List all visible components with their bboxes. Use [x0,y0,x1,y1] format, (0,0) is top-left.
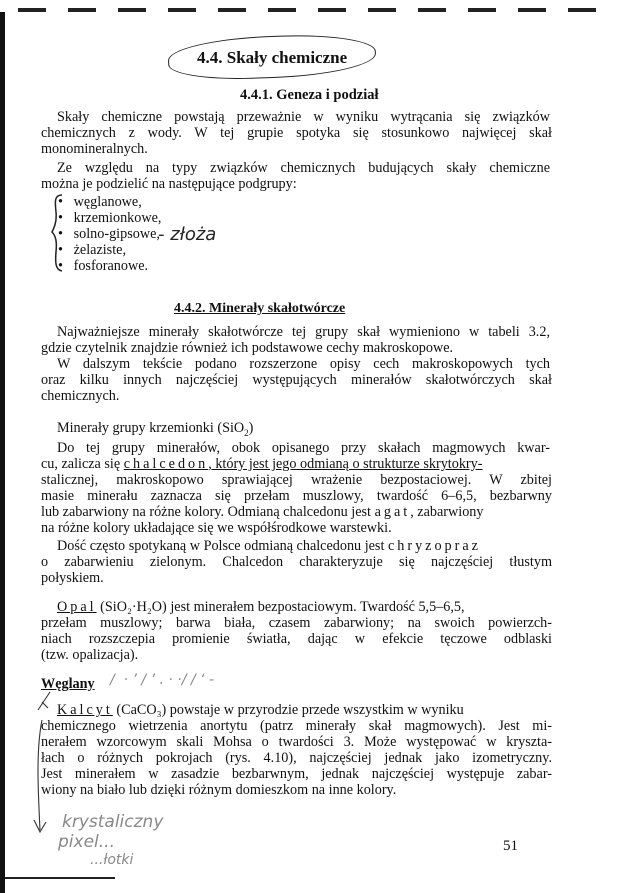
handwritten-margin-note: krystaliczny [62,812,164,832]
paragraph-line: cu, zalicza się chalcedon, który jest jego odmianą o strukturze skrytokry- [41,456,483,472]
handwritten-margin-note: pixel... [58,832,115,852]
paragraph-line: Ze względu na typy związków chemicznych budujących skały chemiczne [57,160,550,176]
paragraph-line: Jest minerałem w zasadzie bezbarwnym, jednak najczęściej występuje zabar- [41,766,552,782]
subsection-title-minerals: 4.4.2. Minerały skałotwórcze [174,301,346,316]
bullet-item: • węglanowe, [58,194,142,210]
paragraph-line: Dość często spotykaną w Polsce odmianą chalcedonu jest chryzopraz [57,538,481,554]
silica-group-heading: Minerały grupy krzemionki (SiO$_2$) [57,420,254,438]
paragraph-line: oraz kilku innych najczęściej występujących minerałów skałotwórczych skał [41,372,552,388]
paragraph-line: o zabarwieniu zielonym. Chalcedon charakteryzuje się najczęściej tłustym [41,554,552,570]
paragraph-line: Najważniejsze minerały skałotwórcze tej grupy skał wymieniono w tabeli 3.2, [57,324,550,340]
paragraph-line: na różne kolory układające się we współśrodkowe warstewki. [41,520,392,536]
scan-edge-bar [0,12,5,893]
paragraph-line: monomineralnych. [41,141,148,157]
bullet-item: • krzemionkowe, [58,210,162,226]
handwritten-margin-note: ...łotki [90,852,134,868]
handdrawn-margin-arrow-icon [30,690,60,840]
paragraph-line: chemicznych z wody. W tej grupie spotyka się stosunkowo najwięcej skał [41,125,552,141]
term-chryzopraz: chryzopraz [387,538,481,554]
paragraph-line: masie minerału zaznacza się przełam muszlowy, twardość 6–6,5, bezbarwny [41,488,552,504]
paragraph-line: lub zabarwiony na różne kolory. Odmianą chalcedonu jest agat, zabarwiony [41,504,484,520]
paragraph-line: przełam muszlowy; barwa biała, czasem zabarwiony; na swoich powierzch- [41,615,552,631]
faint-handwriting: / · ’ / ’ . · ·/ / ‘ - [110,672,215,688]
paragraph-line: niach rozszczepia promienie światła, dając w efekcie tęczowe odblaski [41,631,552,647]
paragraph-line: chemicznych. [41,388,120,404]
bullet-item: • żelaziste, [58,242,126,258]
top-dashed-line [18,8,618,12]
bullet-item: • solno-gipsowe, [58,226,160,242]
paragraph-line: Kalcyt (CaCO₃) powstaje w przyrodzie przede wszystkim w wyniku [57,702,464,718]
term-chalcedon: chalcedon [123,456,209,472]
subsection-title-genesis: 4.4.1. Geneza i podział [240,87,379,103]
paragraph-line: połyskiem. [41,570,104,586]
paragraph-line: łach o różnych pokrojach (rys. 4.10), najczęściej jednak jako izometryczny. [41,750,552,766]
handwritten-note: - złoża [158,224,217,245]
paragraph-line: Opal (SiO₂·H₂O) jest minerałem bezpostaciowym. Twardość 5,5–6,5, [57,599,465,615]
paragraph-line: stalicznej, makroskopowo sprawiającej wrażenie bezpostaciowej. W zbitej [41,472,552,488]
paragraph-line: Skały chemiczne powstają przeważnie w wyniku wytrącania się związków [57,109,550,125]
paragraph-line: nerałem wzorcowym skali Mohsa o twardości 3. Może występować w kryszta- [41,734,552,750]
term-kalcyt: Kalcyt [57,702,113,718]
paragraph-line: gdzie czytelnik znajdzie również ich podstawowe cechy makroskopowe. [41,340,454,356]
paragraph-line: można je podzielić na następujące podgrupy: [41,176,297,192]
scan-bottom-line [5,877,115,879]
term-opal: Opal [57,599,97,615]
page-number: 51 [503,838,518,854]
paragraph-line: W dalszym tekście podano rozszerzone opisy cech makroskopowych tych [57,356,550,372]
section-title: 4.4. Skały chemiczne [197,48,348,67]
carbonates-heading: Węglany [41,676,95,692]
term-agat: agat [374,504,411,520]
paragraph-line: Do tej grupy minerałów, obok opisanego przy skałach magmowych kwar- [57,440,550,456]
paragraph-line: wiony na biało lub dzięki różnym domieszkom na inne kolory. [41,782,397,798]
paragraph-line: chemicznego wietrzenia anortytu (patrz minerały skał magmowych). Jest mi- [41,718,552,734]
paragraph-line: (tzw. opalizacja). [41,647,139,663]
bullet-item: • fosforanowe. [58,258,149,274]
